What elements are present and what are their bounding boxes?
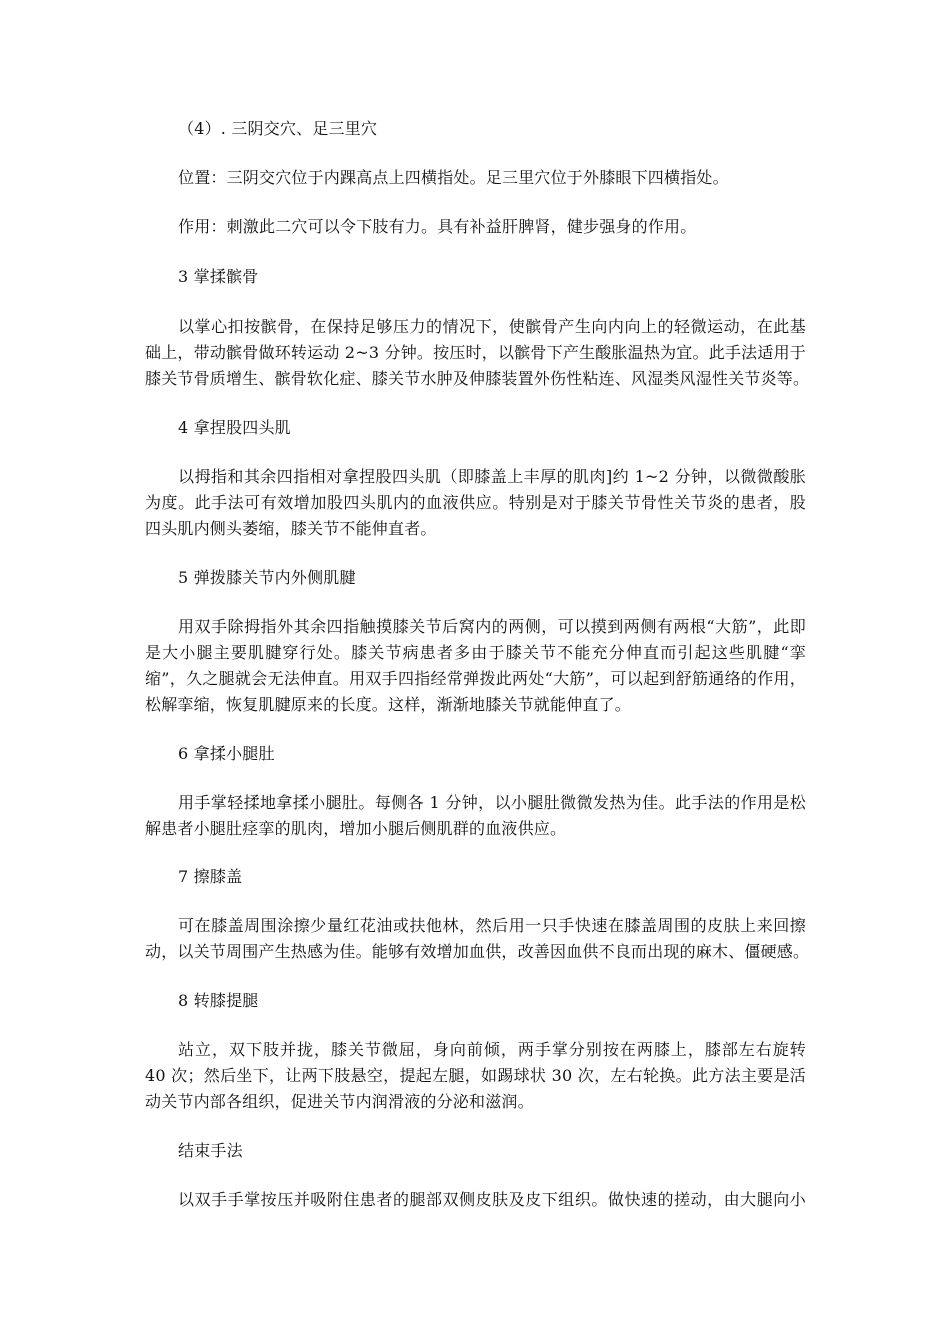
paragraph-line: 动，以关节周围产生热感为佳。能够有效增加血供，改善因血供不良而出现的麻木、僵硬感。 bbox=[145, 942, 810, 961]
paragraph-line: 础上，带动髌骨做环转运动 2~3 分钟。按压时，以髌骨下产生酸胀温热为宜。此手法适用于 bbox=[145, 343, 806, 362]
section-heading: 8 转膝提腿 bbox=[178, 991, 259, 1010]
section-heading: 3 掌揉髌骨 bbox=[178, 267, 259, 286]
section-heading: （4）. 三阴交穴、足三里穴 bbox=[178, 119, 378, 138]
paragraph-line: 位置：三阴交穴位于内踝高点上四横指处。足三里穴位于外膝眼下四横指处。 bbox=[178, 168, 729, 187]
paragraph-line: 以拇指和其余四指相对拿捏股四头肌（即膝盖上丰厚的肌肉]约 1~2 分钟，以微微酸胀 bbox=[178, 467, 806, 486]
paragraph-line: 缩”，久之腿就会无法伸直。用双手四指经常弹拨此两处“大筋”，可以起到舒筋通络的作用， bbox=[145, 669, 806, 688]
paragraph-line: 为度。此手法可有效增加股四头肌内的血液供应。特别是对于膝关节骨性关节炎的患者，股 bbox=[145, 493, 806, 512]
section-heading: 结束手法 bbox=[178, 1141, 243, 1160]
paragraph-line: 动关节内部各组织，促进关节内润滑液的分泌和滋润。 bbox=[145, 1092, 534, 1111]
paragraph-line: 以双手手掌按压并吸附住患者的腿部双侧皮肤及皮下组织。做快速的搓动，由大腿向小 bbox=[178, 1190, 806, 1209]
paragraph-line: 解患者小腿肚痉挛的肌肉，增加小腿后侧肌群的血液供应。 bbox=[145, 819, 567, 838]
paragraph-line: 松解挛缩，恢复肌腱原来的长度。这样，渐渐地膝关节就能伸直了。 bbox=[145, 695, 632, 714]
paragraph-line: 以掌心扣按髌骨，在保持足够压力的情况下，使髌骨产生向内向上的轻微运动，在此基 bbox=[178, 317, 806, 336]
paragraph-line: 作用：刺激此二穴可以令下肢有力。具有补益肝脾肾，健步强身的作用。 bbox=[178, 217, 697, 236]
section-heading: 7 擦膝盖 bbox=[178, 867, 243, 886]
paragraph-line: 用手掌轻揉地拿揉小腿肚。每侧各 1 分钟，以小腿肚微微发热为佳。此手法的作用是松 bbox=[178, 793, 806, 812]
paragraph-line: 是大小腿主要肌腱穿行处。膝关节病患者多由于膝关节不能充分伸直而引起这些肌腱“挛 bbox=[145, 643, 806, 662]
paragraph-line: 用双手除拇指外其余四指触摸膝关节后窝内的两侧，可以摸到两侧有两根“大筋”，此即 bbox=[178, 617, 806, 636]
paragraph-line: 膝关节骨质增生、髌骨软化症、膝关节水肿及伸膝装置外伤性粘连、风湿类风湿性关节炎等。 bbox=[145, 369, 810, 388]
paragraph-line: 站立，双下肢并拢，膝关节微屈，身向前倾，两手掌分别按在两膝上，膝部左右旋转 bbox=[178, 1040, 806, 1059]
paragraph-line: 40 次；然后坐下，让两下肢悬空，提起左腿，如踢球状 30 次，左右轮换。此方法主要是活 bbox=[145, 1066, 806, 1085]
section-heading: 6 拿揉小腿肚 bbox=[178, 744, 275, 763]
paragraph-line: 四头肌内侧头萎缩，膝关节不能伸直者。 bbox=[145, 519, 437, 538]
section-heading: 5 弹拨膝关节内外侧肌腱 bbox=[178, 568, 356, 587]
paragraph-line: 可在膝盖周围涂擦少量红花油或扶他林，然后用一只手快速在膝盖周围的皮肤上来回擦 bbox=[178, 916, 806, 935]
section-heading: 4 拿捏股四头肌 bbox=[178, 418, 291, 437]
